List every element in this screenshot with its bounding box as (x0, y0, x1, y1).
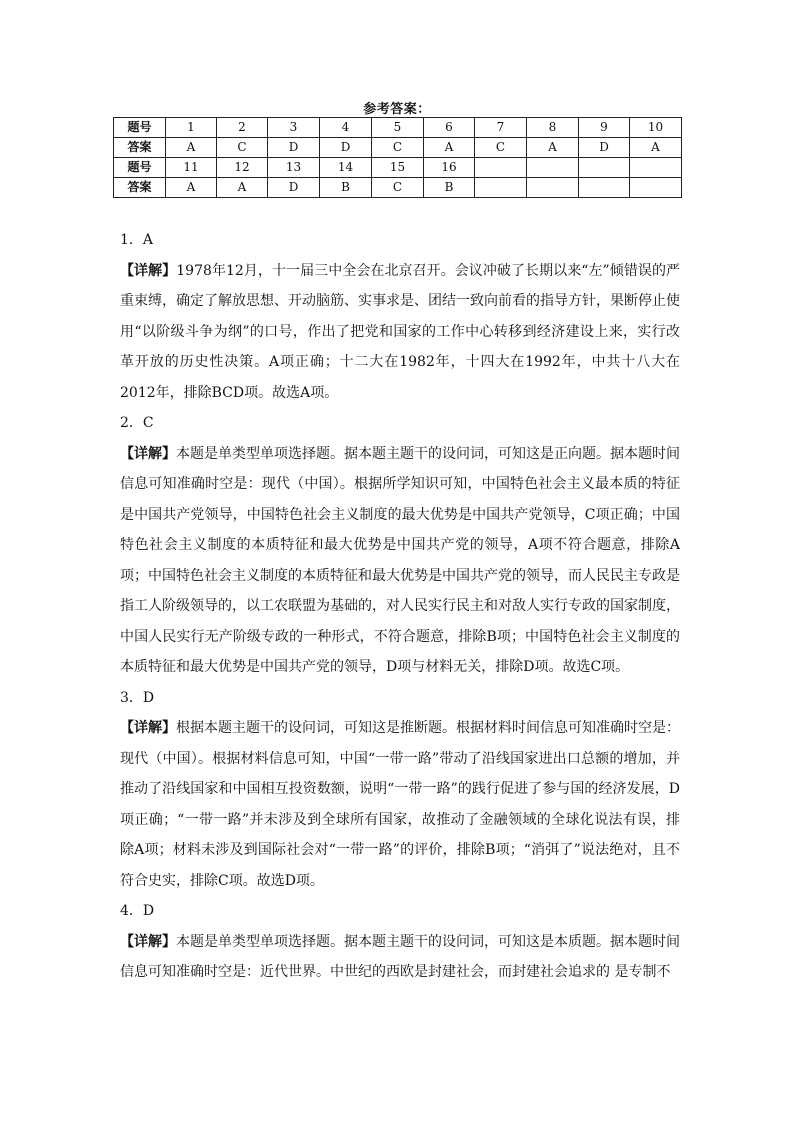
table-cell: 14 (320, 158, 372, 178)
table-cell: 6 (424, 118, 475, 138)
table-cell: A (166, 138, 217, 158)
table-cell: 15 (372, 158, 424, 178)
row-label-answer: 答案 (114, 138, 166, 158)
table-cell: D (579, 138, 630, 158)
table-cell: 5 (372, 118, 424, 138)
explanation-3 (120, 713, 680, 896)
table-cell: 3 (268, 118, 320, 138)
table-cell: 11 (166, 158, 217, 178)
table-cell: B (320, 178, 372, 198)
explanation-2 (120, 439, 680, 683)
table-cell: 12 (217, 158, 268, 178)
table-cell: A (217, 178, 268, 198)
row-label-answer: 答案 (114, 178, 166, 198)
detail-tag: 【详解】 (120, 262, 177, 279)
table-row-answers-2 (114, 178, 682, 198)
table-cell: 13 (268, 158, 320, 178)
answer-table (113, 117, 682, 198)
detail-tag: 【详解】 (120, 445, 176, 462)
table-cell: C (475, 138, 527, 158)
table-cell: D (268, 138, 320, 158)
table-cell: A (527, 138, 579, 158)
explanation-text: 本题是单类型单项选择题。据本题主题干的设问词，可知这是本质题。据本题时间信息可知准确时空是：近代世界。中世纪的西欧是封建社会，而封建社会追求的 是专制不 (120, 933, 680, 980)
table-row-answers-1 (114, 138, 682, 158)
table-cell: A (630, 138, 682, 158)
table-cell: D (268, 178, 320, 198)
table-cell: 16 (424, 158, 475, 178)
row-label-question-no: 题号 (114, 158, 166, 178)
table-cell: 4 (320, 118, 372, 138)
detail-tag: 【详解】 (120, 720, 176, 736)
explanation-text: 1978年12月，十一届三中全会在北京召开。会议冲破了长期以来“左”倾错误的严重束缚，确定了解放思想、开动脑筋、实事求是、团结一致向前看的指导方针，果断停止使用“以阶级斗争为纲”的口号，作出了把党和国家的工作中心转移到经济建设上来，实行改革开放的历史性决策。A项正确；十二大在1982年，十四大在1992年，中共十八大在2012年，排除BCD项。故选A项。 (120, 262, 681, 401)
row-label-question-no: 题号 (114, 118, 166, 138)
table-cell (475, 158, 527, 178)
table-cell: B (424, 178, 475, 198)
detail-tag: 【详解】 (120, 933, 176, 950)
question-number-3: 3．D (120, 689, 155, 706)
table-cell: 10 (630, 118, 682, 138)
question-number-1: 1．A (120, 232, 154, 248)
table-cell: C (217, 138, 268, 158)
table-cell: 9 (579, 118, 630, 138)
answer-key-title: 参考答案： (363, 102, 431, 117)
table-cell: D (320, 138, 372, 158)
explanation-4 (120, 927, 680, 988)
table-cell: 1 (166, 118, 217, 138)
explanations (120, 225, 680, 988)
table-cell: 2 (217, 118, 268, 138)
table-cell (579, 178, 630, 198)
table-row-numbers-1 (114, 118, 682, 138)
question-number-2: 2．C (120, 415, 154, 431)
explanation-1 (120, 256, 680, 409)
table-cell (579, 158, 630, 178)
explanation-text: 根据本题主题干的设问词，可知这是推断题。根据材料时间信息可知准确时空是：现代（中国）。根据材料信息可知，中国“一带一路”带动了沿线国家进出口总额的增加，并推动了沿线国家和中国相互投资数额，说明“一带一路”的践行促进了参与国的经济发展，D项正确；“一带一路”并未涉及到全球所有国家，故推动了金融领域的全球化说法有误，排除A项；材料未涉及到国际社会对“一带一路”的评价，排除B项；“消弭了”说法绝对，且不符合史实，排除C项。故选D项。 (120, 720, 680, 889)
table-cell (630, 158, 682, 178)
table-cell: C (372, 178, 424, 198)
question-number-4: 4．D (120, 903, 155, 919)
table-cell (527, 158, 579, 178)
table-cell (527, 178, 579, 198)
table-cell: 8 (527, 118, 579, 138)
table-row-numbers-2 (114, 158, 682, 178)
table-cell: C (372, 138, 424, 158)
table-cell: 7 (475, 118, 527, 138)
table-cell (630, 178, 682, 198)
table-cell: A (424, 138, 475, 158)
explanation-text: 本题是单类型单项选择题。据本题主题干的设问词，可知这是正向题。据本题时间信息可知准确时空是：现代（中国）。根据所学知识可知，中国特色社会主义最本质的特征是中国共产党领导，中国特色社会主义制度的最大优势是中国共产党领导，C项正确；中国特色社会主义制度的本质特征和最大优势是中国共产党的领导，A项不符合题意，排除A项；中国特色社会主义制度的本质特征和最大优势是中国共产党的领导，而人民民主专政是指工人阶级领导的，以工农联盟为基础的，对人民实行民主和对敌人实行专政的国家制度，中国人民实行无产阶级专政的一种形式，不符合题意，排除B项；中国特色社会主义制度的本质特征和最大优势是中国共产党的领导，D项与材料无关，排除D项。故选C项。 (120, 445, 680, 675)
table-cell: A (166, 178, 217, 198)
table-cell (475, 178, 527, 198)
